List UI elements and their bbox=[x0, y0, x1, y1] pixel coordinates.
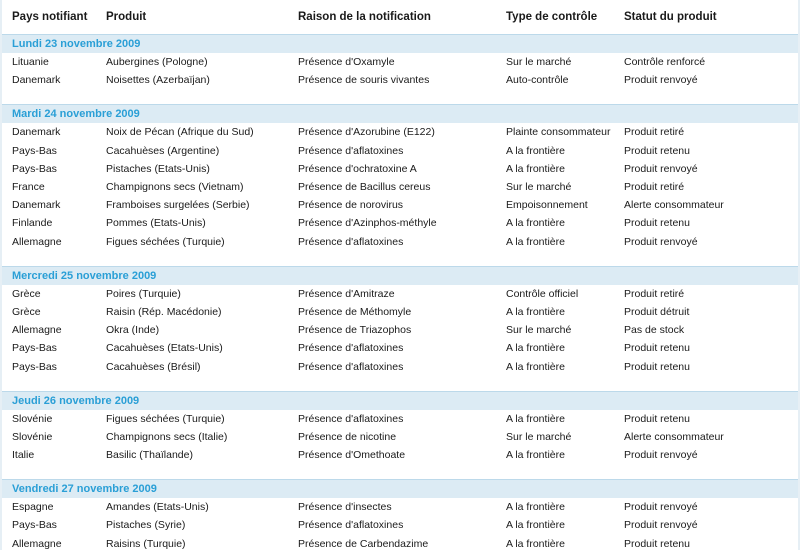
cell-status: Alerte consommateur bbox=[624, 430, 724, 443]
page-edge-left bbox=[0, 0, 2, 550]
table-row bbox=[0, 339, 800, 357]
cell-control: A la frontière bbox=[506, 305, 565, 318]
cell-country: Danemark bbox=[12, 199, 61, 212]
table-row bbox=[0, 498, 800, 516]
cell-status: Produit renvoyé bbox=[624, 501, 698, 514]
cell-status: Produit retenu bbox=[624, 537, 690, 550]
cell-product: Champignons secs (Vietnam) bbox=[106, 181, 244, 194]
cell-control: A la frontière bbox=[506, 449, 565, 462]
cell-country: Pays-Bas bbox=[12, 360, 57, 373]
section-spacer bbox=[0, 251, 800, 267]
day-header-row bbox=[0, 35, 800, 54]
section-spacer bbox=[0, 376, 800, 392]
cell-reason: Présence d'aflatoxines bbox=[298, 342, 404, 355]
cell-country: France bbox=[12, 181, 45, 194]
cell-status: Produit renvoyé bbox=[624, 162, 698, 175]
cell-reason: Présence de Bacillus cereus bbox=[298, 181, 431, 194]
day-label: Mercredi 25 novembre 2009 bbox=[0, 266, 800, 285]
cell-product: Framboises surgelées (Serbie) bbox=[106, 199, 250, 212]
cell-reason: Présence d'Oxamyle bbox=[298, 56, 395, 69]
cell-country: Lituanie bbox=[12, 56, 49, 69]
cell-control: A la frontière bbox=[506, 537, 565, 550]
cell-product: Noix de Pécan (Afrique du Sud) bbox=[106, 126, 254, 139]
day-label: Lundi 23 novembre 2009 bbox=[0, 35, 800, 54]
table-row bbox=[0, 214, 800, 232]
table-row bbox=[0, 178, 800, 196]
cell-reason: Présence de souris vivantes bbox=[298, 74, 430, 87]
cell-product: Poires (Turquie) bbox=[106, 287, 181, 300]
cell-status: Produit détruit bbox=[624, 305, 690, 318]
cell-control: A la frontière bbox=[506, 144, 565, 157]
cell-reason: Présence d'aflatoxines bbox=[298, 519, 404, 532]
cell-reason: Présence de nicotine bbox=[298, 430, 397, 443]
cell-reason: Présence d'aflatoxines bbox=[298, 235, 404, 248]
table-row bbox=[0, 446, 800, 464]
header-control: Type de contrôle bbox=[506, 11, 598, 23]
cell-country: Grèce bbox=[12, 287, 41, 300]
cell-reason: Présence d'insectes bbox=[298, 501, 392, 514]
table-row bbox=[0, 357, 800, 375]
cell-control: A la frontière bbox=[506, 342, 565, 355]
cell-country: Pays-Bas bbox=[12, 519, 57, 532]
table-row bbox=[0, 535, 800, 550]
cell-product: Amandes (Etats-Unis) bbox=[106, 501, 209, 514]
cell-country: Italie bbox=[12, 449, 35, 462]
cell-reason: Présence de Méthomyle bbox=[298, 305, 412, 318]
day-header-row bbox=[0, 480, 800, 499]
cell-control: Plainte consommateur bbox=[506, 126, 611, 139]
cell-reason: Présence d'aflatoxines bbox=[298, 144, 404, 157]
section-spacer bbox=[0, 89, 800, 105]
section-spacer bbox=[0, 464, 800, 480]
cell-country: Allemagne bbox=[12, 235, 62, 248]
cell-control: Sur le marché bbox=[506, 324, 572, 337]
cell-country: Slovénie bbox=[12, 430, 53, 443]
table-row bbox=[0, 53, 800, 71]
spacer-cell bbox=[0, 251, 800, 267]
cell-country: Danemark bbox=[12, 74, 61, 87]
table-header bbox=[0, 0, 800, 35]
cell-reason: Présence d'aflatoxines bbox=[298, 412, 404, 425]
cell-product: Pommes (Etats-Unis) bbox=[106, 217, 206, 230]
cell-control: A la frontière bbox=[506, 412, 565, 425]
cell-control: Empoisonnement bbox=[506, 199, 588, 212]
cell-product: Raisins (Turquie) bbox=[106, 537, 186, 550]
cell-status: Produit retiré bbox=[624, 126, 685, 139]
cell-reason: Présence de norovirus bbox=[298, 199, 404, 212]
cell-product: Noisettes (Azerbaïjan) bbox=[106, 74, 210, 87]
cell-product: Aubergines (Pologne) bbox=[106, 56, 208, 69]
cell-country: Pays-Bas bbox=[12, 162, 57, 175]
cell-reason: Présence d'Amitraze bbox=[298, 287, 395, 300]
header-row bbox=[0, 0, 800, 35]
header-product: Produit bbox=[106, 11, 147, 23]
cell-country: Finlande bbox=[12, 217, 53, 230]
header-country: Pays notifiant bbox=[12, 11, 88, 23]
cell-status: Produit retenu bbox=[624, 360, 690, 373]
cell-reason: Présence d'aflatoxines bbox=[298, 360, 404, 373]
table-body bbox=[0, 35, 800, 550]
cell-product: Raisin (Rép. Macédonie) bbox=[106, 305, 222, 318]
cell-product: Champignons secs (Italie) bbox=[106, 430, 228, 443]
cell-control: Contrôle officiel bbox=[506, 287, 579, 300]
spacer-cell bbox=[0, 376, 800, 392]
day-header-row bbox=[0, 391, 800, 410]
cell-control: A la frontière bbox=[506, 162, 565, 175]
cell-control: Sur le marché bbox=[506, 181, 572, 194]
table-row bbox=[0, 196, 800, 214]
cell-product: Pistaches (Etats-Unis) bbox=[106, 162, 210, 175]
cell-reason: Présence d'ochratoxine A bbox=[298, 162, 417, 175]
cell-reason: Présence d'Azinphos-méthyle bbox=[298, 217, 437, 230]
cell-product: Pistaches (Syrie) bbox=[106, 519, 186, 532]
day-header-row bbox=[0, 105, 800, 124]
cell-product: Basilic (Thaïlande) bbox=[106, 449, 193, 462]
table-row bbox=[0, 303, 800, 321]
cell-product: Cacahuèses (Etats-Unis) bbox=[106, 342, 223, 355]
cell-country: Pays-Bas bbox=[12, 144, 57, 157]
cell-status: Produit retenu bbox=[624, 217, 690, 230]
cell-control: A la frontière bbox=[506, 519, 565, 532]
cell-country: Allemagne bbox=[12, 324, 62, 337]
table-row bbox=[0, 233, 800, 251]
header-reason: Raison de la notification bbox=[298, 11, 431, 23]
cell-reason: Présence d'Omethoate bbox=[298, 449, 406, 462]
day-label: Vendredi 27 novembre 2009 bbox=[0, 480, 800, 499]
table-row bbox=[0, 285, 800, 303]
cell-status: Alerte consommateur bbox=[624, 199, 724, 212]
cell-country: Danemark bbox=[12, 126, 61, 139]
table-row bbox=[0, 142, 800, 160]
cell-status: Produit retiré bbox=[624, 287, 685, 300]
cell-country: Slovénie bbox=[12, 412, 53, 425]
cell-country: Allemagne bbox=[12, 537, 62, 550]
cell-control: Auto-contrôle bbox=[506, 74, 569, 87]
table-row bbox=[0, 428, 800, 446]
cell-control: Sur le marché bbox=[506, 56, 572, 69]
table-row bbox=[0, 516, 800, 534]
cell-control: Sur le marché bbox=[506, 430, 572, 443]
cell-reason: Présence de Triazophos bbox=[298, 324, 412, 337]
table-row bbox=[0, 71, 800, 89]
cell-status: Contrôle renforcé bbox=[624, 56, 706, 69]
cell-product: Okra (Inde) bbox=[106, 324, 160, 337]
table-row bbox=[0, 160, 800, 178]
cell-status: Produit renvoyé bbox=[624, 74, 698, 87]
table-row bbox=[0, 123, 800, 141]
cell-product: Figues séchées (Turquie) bbox=[106, 235, 225, 248]
cell-status: Produit renvoyé bbox=[624, 519, 698, 532]
cell-status: Produit retenu bbox=[624, 412, 690, 425]
cell-status: Produit retiré bbox=[624, 181, 685, 194]
day-header-row bbox=[0, 266, 800, 285]
spacer-cell bbox=[0, 464, 800, 480]
cell-control: A la frontière bbox=[506, 360, 565, 373]
cell-product: Figues séchées (Turquie) bbox=[106, 412, 225, 425]
cell-reason: Présence d'Azorubine (E122) bbox=[298, 126, 435, 139]
cell-status: Pas de stock bbox=[624, 324, 685, 337]
day-label: Mardi 24 novembre 2009 bbox=[0, 105, 800, 124]
cell-country: Grèce bbox=[12, 305, 41, 318]
cell-product: Cacahuèses (Argentine) bbox=[106, 144, 220, 157]
cell-country: Pays-Bas bbox=[12, 342, 57, 355]
table-row bbox=[0, 410, 800, 428]
table-row bbox=[0, 321, 800, 339]
cell-reason: Présence de Carbendazime bbox=[298, 537, 429, 550]
cell-status: Produit retenu bbox=[624, 144, 690, 157]
cell-product: Cacahuèses (Brésil) bbox=[106, 360, 201, 373]
cell-control: A la frontière bbox=[506, 217, 565, 230]
header-status: Statut du produit bbox=[624, 11, 717, 23]
cell-control: A la frontière bbox=[506, 501, 565, 514]
cell-country: Espagne bbox=[12, 501, 54, 514]
spacer-cell bbox=[0, 89, 800, 105]
cell-status: Produit renvoyé bbox=[624, 449, 698, 462]
day-label: Jeudi 26 novembre 2009 bbox=[0, 391, 800, 410]
cell-status: Produit retenu bbox=[624, 342, 690, 355]
cell-status: Produit renvoyé bbox=[624, 235, 698, 248]
cell-control: A la frontière bbox=[506, 235, 565, 248]
